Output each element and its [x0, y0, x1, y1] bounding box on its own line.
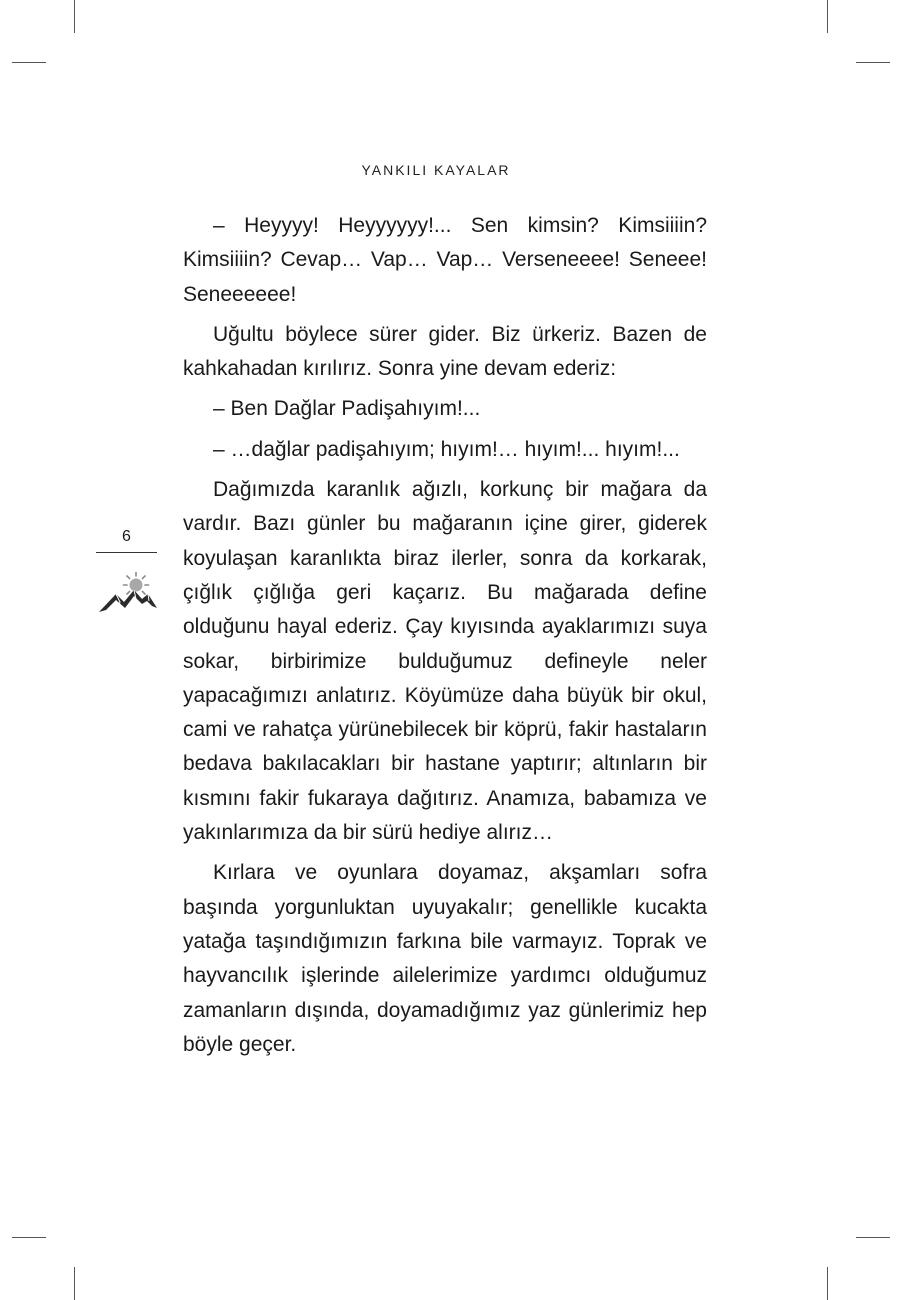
paragraph: – Heyyyy! Heyyyyyy!... Sen kimsin? Kimsiiiin? Kimsiiiin? Cevap… Vap… Vap… Verseneeee! Seneee! Seneeeeee!	[183, 214, 707, 306]
paragraph: – Ben Dağlar Padişahıyım!...	[213, 397, 481, 421]
running-head: YANKILI KAYALAR	[361, 162, 511, 178]
paragraph: – …dağlar padişahıyım; hıyım!… hıyım!... hıyım!...	[213, 437, 680, 461]
crop-mark-bottom-right	[827, 1267, 828, 1300]
page-number-rule	[96, 552, 157, 553]
crop-mark-top-left-horizontal	[12, 62, 46, 63]
crop-mark-top-right	[827, 0, 828, 33]
crop-mark-top-right-horizontal	[856, 62, 890, 63]
paragraph: Kırlara ve oyunlara doyamaz, akşamları sofra başında yorgunluktan uyuyakalır; genellikle kucakta yatağa taşındığımızın farkına bile varmayız. Toprak ve hayvancılık işlerinde ailelerimize yardımcı olduğumuz zamanların dışında, doyamadığımız yaz günlerimiz hep böyle geçer.	[183, 861, 707, 1056]
sun-over-mountains-icon	[98, 572, 158, 614]
paragraph: Dağımızda karanlık ağızlı, korkunç bir mağara da vardır. Bazı günler bu mağaranın içine girer, giderek koyulaşan karanlıkta biraz ilerler, sonra da korkarak, çığlık çığlığa geri kaçarız. Bu mağarada define olduğunu hayal ederiz. Çay kıyısında ayaklarımızı suya sokar, birbirimize bulduğumuz defineyle neler yapacağımızı anlatırız. Köyümüze daha büyük bir okul, cami ve rahatça yürünebilecek bir köprü, fakir hastaların bedava bakılacakları bir hastane yaptırır; altınların bir kısmını fakir fukaraya dağıtırız. Anamıza, babamıza ve yakınlarımıza da bir sürü hediye alırız…	[183, 478, 707, 845]
body-text	[183, 209, 707, 1068]
page-number: 6	[122, 528, 131, 545]
paragraph: Uğultu böylece sürer gider. Biz ürkeriz. Bazen de kahkahadan kırılırız. Sonra yine devam ederiz:	[183, 322, 707, 381]
crop-mark-top-left	[74, 0, 75, 33]
crop-mark-bottom-right-horizontal	[856, 1237, 890, 1238]
crop-mark-bottom-left	[74, 1267, 75, 1300]
crop-mark-bottom-left-horizontal	[12, 1237, 46, 1238]
